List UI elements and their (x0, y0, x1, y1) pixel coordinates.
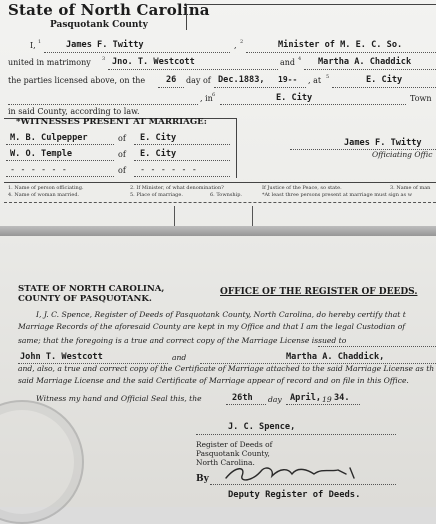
cert-month: April, (290, 393, 322, 403)
label-in: , in (200, 94, 213, 103)
marriage-day: 26 (166, 75, 177, 85)
officiant-title-line (246, 52, 436, 53)
top-rule (186, 4, 436, 5)
blank-line (8, 104, 198, 105)
marriage-place: E. City (366, 75, 403, 85)
license-county-title: Pasquotank County (50, 20, 148, 30)
footnote-jp: If Justice of the Peace, so state. (262, 185, 342, 191)
year-prefix: 19-- (278, 75, 298, 84)
witness-2-place: E. City (140, 149, 177, 159)
deputy-label: Deputy Register of Deeds. (228, 490, 361, 500)
cert-groom-name: John T. Westcott (20, 352, 103, 362)
register-name-line (196, 434, 396, 435)
witness-1-line (6, 144, 114, 145)
township-name: E. City (276, 93, 313, 103)
cert-para1-line2: Marriage Records of the aforesaid County are kept in my Office and that I am the legal Custodian of (18, 322, 406, 331)
officiant-name: James F. Twitty (66, 40, 144, 50)
fold-mark-right (252, 206, 253, 226)
top-rule-vertical (186, 4, 187, 30)
township-line (220, 104, 406, 105)
bride-line (304, 69, 436, 70)
cert-day: 26th (232, 393, 253, 403)
groom-name: Jno. T. Westcott (112, 57, 195, 67)
signature-label: Officiating Offic (372, 150, 433, 159)
superscript-4: 4 (298, 56, 302, 62)
footnote-2: 2. If Minister, of what denomination? (130, 185, 224, 191)
witness-2-name: W. O. Temple (10, 149, 73, 159)
cert-license-line (318, 346, 436, 347)
witness-2-of: of (118, 150, 126, 159)
bride-name: Martha A. Chaddick (318, 57, 412, 67)
officiant-line (44, 52, 230, 53)
witness-3-place-line (134, 176, 230, 177)
register-title-1: Register of Deeds of (196, 440, 273, 449)
fold-mark-left (174, 206, 175, 226)
cert-para1-line1: I, J. C. Spence, Register of Deeds of Pasquotank County, North Carolina, do hereby certify that t (36, 310, 406, 319)
footnote-5: 5. Place of marriage. (130, 192, 183, 198)
witness-1-of: of (118, 134, 126, 143)
marriage-month-year: Dec.1883, (218, 75, 265, 85)
witness-2-place-line (134, 160, 230, 161)
license-state-title: State of North Carolina (8, 1, 210, 19)
footnote-3: 3. Name of man (390, 185, 431, 191)
cert-month-line (286, 404, 360, 405)
officiant-title: Minister of M. E. C. So. (278, 40, 403, 50)
officiant-signature: James F. Twitty (344, 138, 422, 148)
cert-para1-line3: same; that the foregoing is a true and correct copy of the Marriage License issued to (18, 336, 347, 345)
deputy-signature-icon (222, 462, 372, 486)
label-i: I, (30, 41, 36, 50)
superscript-2: 2 (240, 39, 244, 45)
footnote-6: 6. Township. (210, 192, 242, 198)
label-at: , at (308, 76, 322, 85)
label-licensed: the parties licensed above, on the (8, 76, 146, 85)
witness-3-name: - - - - - - (10, 165, 67, 175)
cert-year: 34. (334, 393, 350, 403)
superscript-5: 5 (326, 74, 330, 80)
place-line (332, 87, 436, 88)
superscript-1: 1 (38, 39, 42, 45)
register-name: J. C. Spence, (228, 422, 296, 432)
label-town: Town (410, 94, 432, 103)
cut-line (4, 202, 436, 203)
cert-19: 19 (322, 395, 332, 404)
cert-witness-label: Witness my hand and Official Seal this, the (36, 394, 202, 403)
footnote-rule (4, 182, 436, 183)
witness-2-line (6, 160, 114, 161)
day-line (158, 87, 184, 88)
groom-line (108, 69, 278, 70)
cert-office-title: OFFICE OF THE REGISTER OF DEEDS. (220, 287, 418, 297)
cert-day-line (226, 404, 266, 405)
witness-3-line (6, 176, 114, 177)
witness-box-side (236, 118, 237, 178)
label-said-county: in said County, according to law. (8, 107, 140, 116)
cert-state: STATE OF NORTH CAROLINA, (18, 284, 165, 294)
footnote-1: 1. Name of person officiating. (8, 185, 84, 191)
cert-para2-line2: said Marriage License and the said Certificate of Marriage appear of record and on file in this Office. (18, 376, 409, 385)
register-title-3: North Carolina. (196, 458, 255, 467)
footnote-4: 4. Name of woman married. (8, 192, 80, 198)
cert-county: COUNTY OF PASQUOTANK. (18, 294, 152, 304)
superscript-3: 3 (102, 56, 106, 62)
witness-3-of: of (118, 166, 126, 175)
by-label: By (196, 474, 209, 484)
cert-and: and (172, 353, 187, 362)
cert-bride-name: Martha A. Chaddick, (286, 352, 385, 362)
label-and: and (280, 58, 296, 67)
footnote-witnesses: *At least three persons present at marriage must sign as w (262, 192, 412, 198)
witness-3-place: - - - - - - (140, 165, 197, 175)
cert-para2-line1: and, also, a true and correct copy of the Certificate of Marriage attached to the said Marriage License as th (18, 364, 435, 373)
month-line (214, 87, 306, 88)
label-united: united in matrimony (8, 58, 91, 67)
cert-day-label: day (268, 395, 282, 404)
witness-1-name: M. B. Culpepper (10, 133, 88, 143)
deputy-signature-line (210, 484, 396, 485)
witness-1-place: E. City (140, 133, 177, 143)
label-day-of: day of (186, 76, 211, 85)
witnesses-heading: *WITNESSES PRESENT AT MARRIAGE: (16, 117, 207, 127)
superscript-6: 6 (212, 92, 216, 98)
witness-1-place-line (134, 144, 230, 145)
register-title-2: Pasquotank County, (196, 449, 270, 458)
